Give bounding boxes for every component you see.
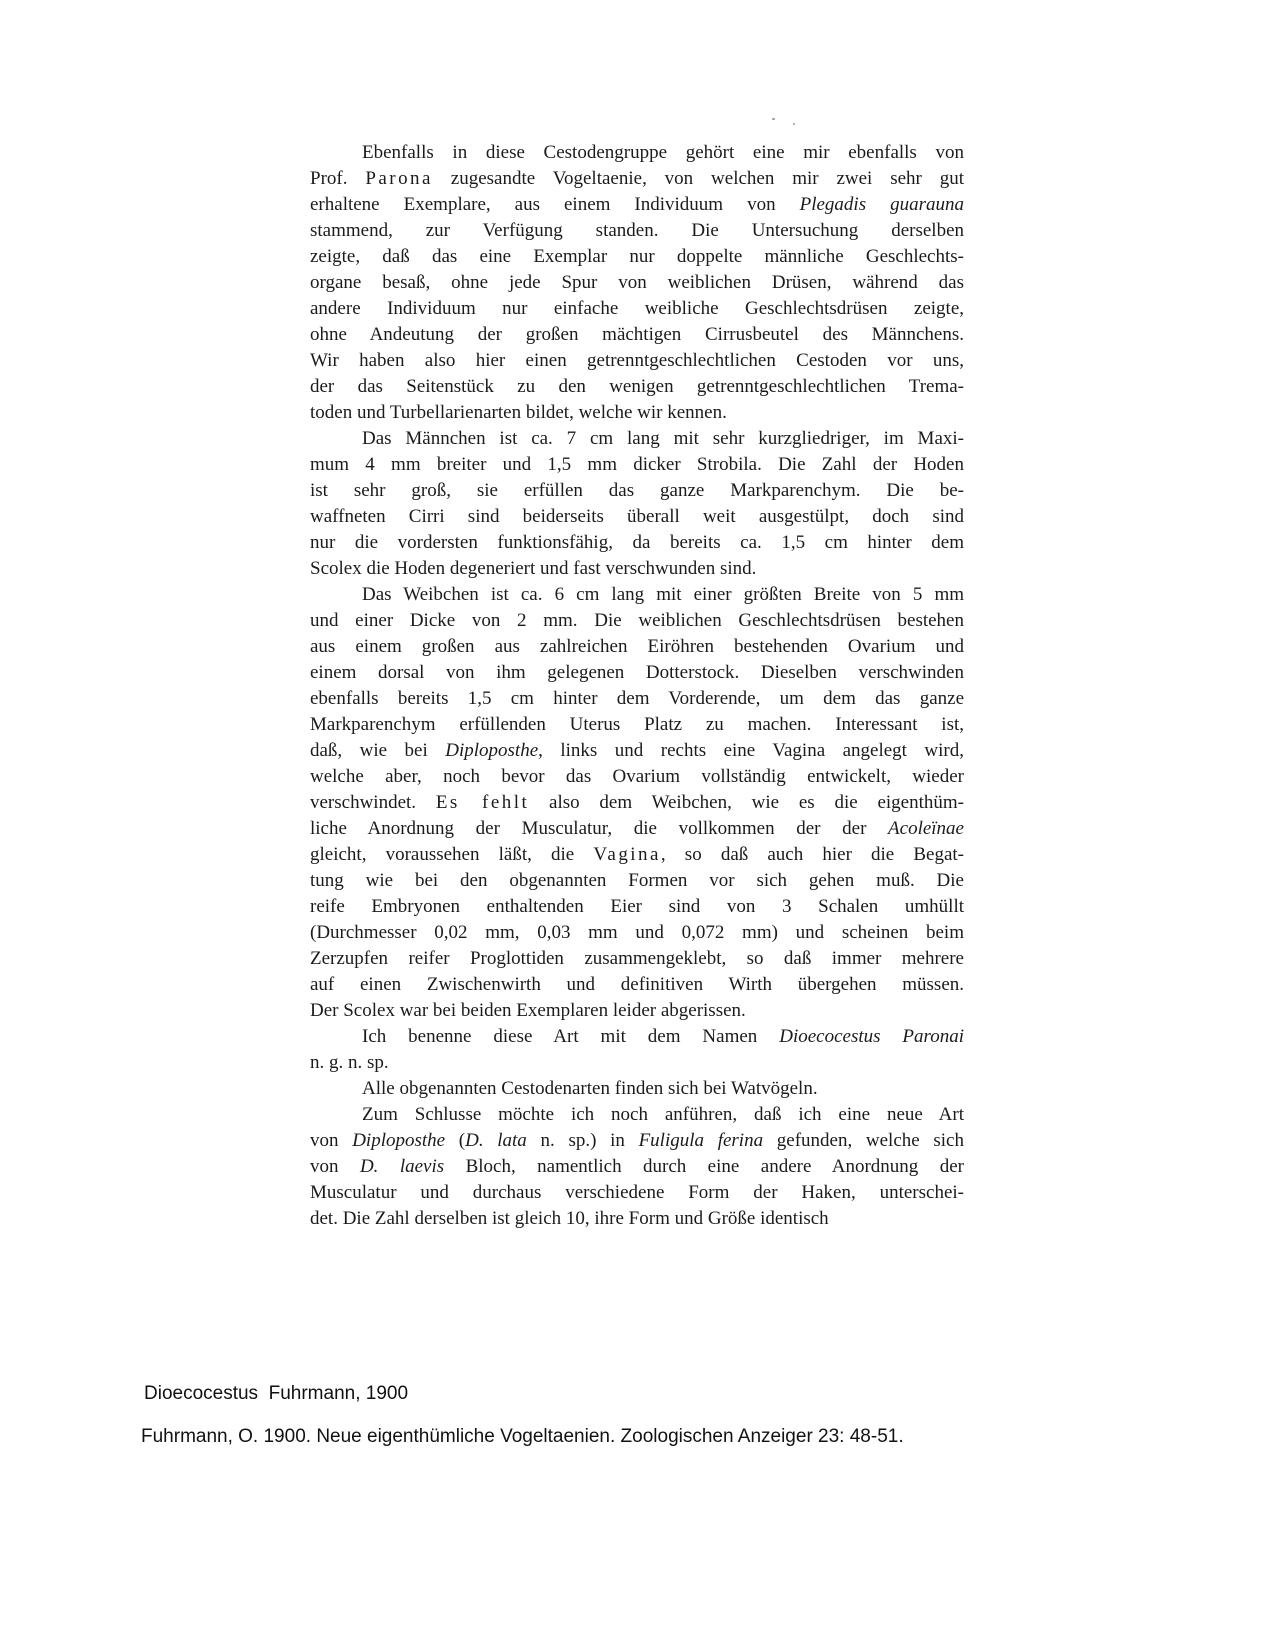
text-segment: der das Seitenstück zu den wenigen getrenntgeschlechtlichen Trema- (310, 376, 964, 397)
text-line (310, 322, 964, 348)
text-segment: (Durchmesser 0,02 mm, 0,03 mm und 0,072 mm) und scheinen beim (310, 922, 964, 943)
text-segment: Prof. (310, 168, 366, 189)
text-segment: , so daß auch hier die Begat- (660, 844, 964, 865)
latin-name-italic: Diploposthe (352, 1130, 446, 1151)
latin-name-italic: D. lata (465, 1130, 527, 1151)
text-line (310, 686, 964, 712)
text-line (310, 1154, 964, 1180)
latin-name-italic: Fuligula ferina (638, 1130, 764, 1151)
text-segment: von (310, 1130, 353, 1151)
text-line (310, 582, 964, 608)
letterspaced-emphasis: Parona (365, 168, 433, 189)
text-segment: Ebenfalls in diese Cestodengruppe gehört eine mir ebenfalls von (362, 142, 964, 163)
text-segment: Zerzupfen reifer Proglottiden zusammengeklebt, so daß immer mehrere (310, 948, 964, 969)
text-segment: Zum Schlusse möchte ich noch anführen, daß ich eine neue Art (362, 1104, 964, 1125)
text-segment: gefunden, welche sich (763, 1130, 964, 1151)
text-line (310, 920, 964, 946)
text-segment: welche aber, noch bevor das Ovarium vollständig entwickelt, wieder (310, 766, 964, 787)
text-line (310, 1180, 964, 1206)
text-line (310, 530, 964, 556)
text-segment: einem dorsal von ihm gelegenen Dotterstock. Dieselben verschwinden (310, 662, 964, 683)
text-line (310, 426, 964, 452)
letterspaced-emphasis: Es fehlt (435, 792, 530, 813)
text-segment: gleicht, voraussehen läßt, die (310, 844, 594, 865)
text-segment: Das Weibchen ist ca. 6 cm lang mit einer größten Breite von 5 mm (362, 584, 964, 605)
text-segment: Markparenchym erfüllenden Uterus Platz zu machen. Interessant ist, (310, 714, 964, 735)
text-segment: Der Scolex war bei beiden Exemplaren leider abgerissen. (310, 1000, 746, 1021)
latin-name-italic: Plegadis guarauna (799, 194, 964, 215)
text-segment: ( (445, 1130, 466, 1151)
text-line (310, 192, 964, 218)
text-segment: Das Männchen ist ca. 7 cm lang mit sehr kurzgliedriger, im Maxi- (362, 428, 964, 449)
text-segment: Scolex die Hoden degeneriert und fast verschwunden sind. (310, 558, 757, 579)
latin-name-italic: Diploposthe (445, 740, 539, 761)
text-segment: zugesandte Vogeltaenie, von welchen mir zwei sehr gut (432, 168, 964, 189)
text-line (310, 738, 964, 764)
text-segment: waffneten Cirri sind beiderseits überall weit ausgestülpt, doch sind (310, 506, 964, 527)
text-line (310, 218, 964, 244)
text-line (310, 816, 964, 842)
reference-citation: Fuhrmann, O. 1900. Neue eigenthümliche Vogeltaenien. Zoologischen Anzeiger 23: 48-51. (141, 1426, 904, 1447)
text-line (310, 1050, 964, 1076)
text-segment: n. g. n. sp. (310, 1052, 389, 1073)
text-line (310, 1102, 964, 1128)
text-line (310, 296, 964, 322)
text-segment: tung wie bei den obgenannten Formen vor sich gehen muß. Die (310, 870, 964, 891)
text-line (310, 660, 964, 686)
text-line (310, 478, 964, 504)
text-segment: ohne Andeutung der großen mächtigen Cirrusbeutel des Männchens. (310, 324, 964, 345)
text-segment: nur die vordersten funktionsfähig, da bereits ca. 1,5 cm hinter dem (310, 532, 964, 553)
text-line (310, 374, 964, 400)
text-segment: ebenfalls bereits 1,5 cm hinter dem Vorderende, um dem das ganze (310, 688, 964, 709)
text-line (310, 504, 964, 530)
text-segment: Bloch, namentlich durch eine andere Anordnung der (444, 1156, 964, 1177)
text-line (310, 634, 964, 660)
text-segment: reife Embryonen enthaltenden Eier sind von 3 Schalen umhüllt (310, 896, 964, 917)
text-segment: von (310, 1156, 360, 1177)
text-segment: Wir haben also hier einen getrenntgeschlechtlichen Cestoden vor uns, (310, 350, 964, 371)
text-line (310, 140, 964, 166)
text-line (310, 400, 964, 426)
text-segment: mum 4 mm breiter und 1,5 mm dicker Strobila. Die Zahl der Hoden (310, 454, 964, 475)
text-line (310, 556, 964, 582)
text-segment: also dem Weibchen, wie es die eigenthüm- (529, 792, 964, 813)
text-segment: zeigte, daß das eine Exemplar nur doppelte männliche Geschlechts- (310, 246, 964, 267)
text-segment: erhaltene Exemplare, aus einem Individuum von (310, 194, 800, 215)
text-line (310, 764, 964, 790)
text-line (310, 998, 964, 1024)
text-segment: und einer Dicke von 2 mm. Die weiblichen Geschlechtsdrüsen bestehen (310, 610, 964, 631)
text-segment: n. sp.) in (526, 1130, 639, 1151)
text-segment: ist sehr groß, sie erfüllen das ganze Markparenchym. Die be- (310, 480, 964, 501)
text-line (310, 894, 964, 920)
text-line (310, 1128, 964, 1154)
text-line (310, 1076, 964, 1102)
text-segment: daß, wie bei (310, 740, 446, 761)
scanned-text-block (310, 140, 964, 1232)
text-line (310, 348, 964, 374)
text-line (310, 868, 964, 894)
text-segment: andere Individuum nur einfache weibliche Geschlechtsdrüsen zeigte, (310, 298, 964, 319)
text-line (310, 1206, 964, 1232)
text-segment: liche Anordnung der Musculatur, die vollkommen der der (310, 818, 889, 839)
text-segment: det. Die Zahl derselben ist gleich 10, ihre Form und Größe identisch (310, 1208, 829, 1229)
text-line (310, 452, 964, 478)
text-line (310, 270, 964, 296)
scan-artifact-dot (793, 123, 795, 125)
taxon-title: Dioecocestus Fuhrmann, 1900 (144, 1383, 409, 1404)
letterspaced-emphasis: Vagina (593, 844, 661, 865)
scan-artifact-dot (772, 118, 775, 120)
text-line (310, 166, 964, 192)
text-segment: Musculatur und durchaus verschiedene Form der Haken, unterschei- (310, 1182, 964, 1203)
text-segment: , links und rechts eine Vagina angelegt wird, (538, 740, 964, 761)
text-segment: Ich benenne diese Art mit dem Namen (362, 1026, 780, 1047)
text-segment: organe besaß, ohne jede Spur von weiblichen Drüsen, während das (310, 272, 964, 293)
text-segment: auf einen Zwischenwirth und definitiven Wirth übergehen müssen. (310, 974, 964, 995)
latin-name-italic: Dioecocestus Paronai (779, 1026, 964, 1047)
text-segment: Alle obgenannten Cestodenarten finden sich bei Watvögeln. (362, 1078, 818, 1099)
text-line (310, 608, 964, 634)
text-segment: verschwindet. (310, 792, 436, 813)
text-line (310, 790, 964, 816)
text-line (310, 972, 964, 998)
latin-name-italic: D. laevis (359, 1156, 445, 1177)
text-segment: stammend, zur Verfügung standen. Die Untersuchung derselben (310, 220, 964, 241)
text-segment: aus einem großen aus zahlreichen Eiröhren bestehenden Ovarium und (310, 636, 964, 657)
text-segment: toden und Turbellarienarten bildet, welche wir kennen. (310, 402, 727, 423)
latin-name-italic: Acoleïnae (888, 818, 964, 839)
text-line (310, 244, 964, 270)
text-line (310, 946, 964, 972)
text-line (310, 842, 964, 868)
text-line (310, 1024, 964, 1050)
text-line (310, 712, 964, 738)
